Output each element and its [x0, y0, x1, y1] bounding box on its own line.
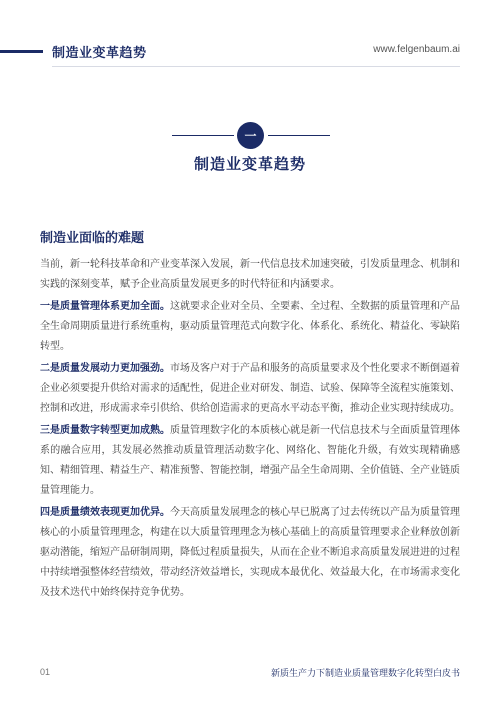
paragraph-text: 这就要求企业对全员、全要素、全过程、全数据的质量管理和产品全生命周期质量进行系统重构，驱动质量管理范式向数字化、体系化、系统化、精益化、零缺陷转型。 — [40, 301, 460, 352]
body-content — [40, 255, 460, 603]
paragraph-point-4 — [40, 503, 460, 603]
paragraph-intro — [40, 255, 460, 295]
paragraph-text: 市场及客户对于产品和服务的高质量要求及个性化要求不断倒逼着企业必须要提升供给对需求的适配性，促进企业对研发、制造、试验、保障等全流程实施策划、控制和改进，形成需求牵引供给、供给创造需求的更高水平动态平衡，推动企业实现持续成功。 — [40, 363, 460, 414]
chapter-title: 制造业变革趋势 — [193, 155, 306, 173]
paragraph-point-1 — [40, 297, 460, 357]
header-title: 制造业变革趋势 — [52, 46, 147, 61]
chapter-line-left — [172, 135, 234, 136]
footer-document-title: 新质生产力下制造业质量管理数字化转型白皮书 — [270, 669, 460, 679]
paragraph-lead: 三是质量数字转型更加成熟。 — [40, 425, 170, 436]
header-url[interactable]: www.felgenbaum.ai — [373, 44, 460, 55]
paragraph-text: 当前，新一轮科技革命和产业变革深入发展，新一代信息技术加速突破，引发质量理念、机制和实践的深刻变革，赋予企业高质量发展更多的时代特征和内涵要求。 — [40, 259, 460, 290]
paragraph-text: 质量管理数字化的本质核心就是新一代信息技术与全面质量管理体系的融合应用，其发展必然推动质量管理活动数字化、网络化、智能化升级，有效实现精确感知、精细管理、精益生产、精准预警、智能控制，增强产品全生命周期、全价值链、全产业链质量管理能力。 — [40, 425, 460, 496]
header-accent-bar — [0, 50, 43, 53]
chapter-line-right — [268, 135, 330, 136]
paragraph-lead: 二是质量发展动力更加强劲。 — [40, 363, 170, 374]
header-divider — [52, 66, 460, 67]
paragraph-point-2 — [40, 359, 460, 419]
section-title: 制造业面临的难题 — [40, 231, 145, 246]
paragraph-text: 今天高质量发展理念的核心早已脱离了过去传统以产品为质量管理核心的小质量管理理念，构建在以大质量管理理念为核心基础上的高质量管理要求企业释放创新驱动潜能，缩短产品研制周期，降低过程质量损失，从而在企业不断追求高质量发展进进的过程中持续增强整体经营绩效，带动经济效益增长，实现成本最优化、效益最大化，在市场需求变化及技术迭代中始终保持竞争优势。 — [40, 507, 460, 598]
chapter-heading — [0, 122, 500, 182]
paragraph-point-3 — [40, 421, 460, 501]
page-number: 01 — [40, 667, 51, 677]
paragraph-lead: 一是质量管理体系更加全面。 — [40, 301, 170, 312]
chapter-number-badge: 一 — [237, 122, 264, 149]
page-header — [0, 0, 500, 70]
paragraph-lead: 四是质量绩效表现更加优异。 — [40, 507, 170, 518]
